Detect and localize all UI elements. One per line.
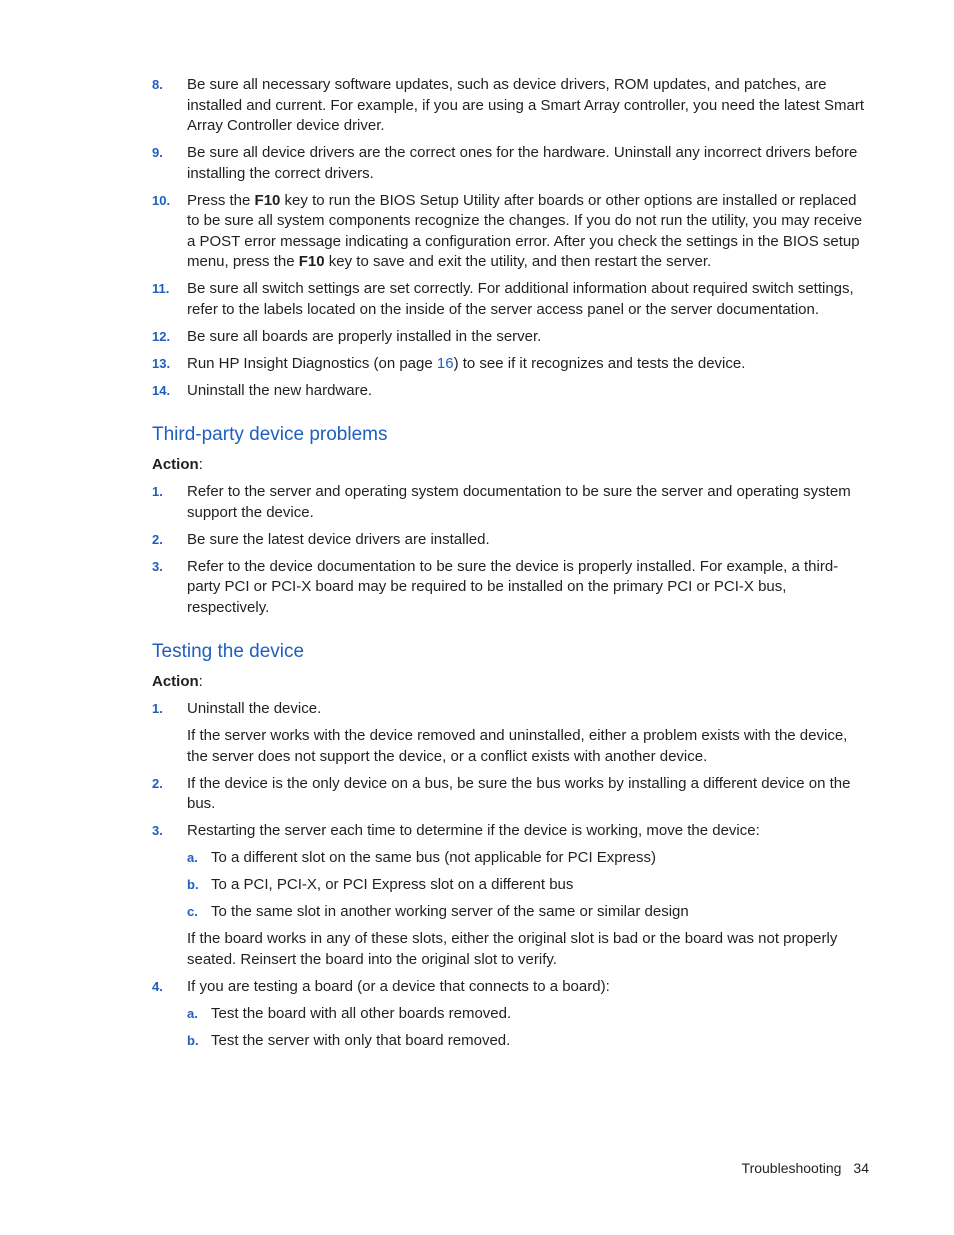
list-number: 1. (152, 701, 163, 716)
text-run: Run HP Insight Diagnostics (on page (187, 354, 437, 372)
list-text: Be sure the latest device drivers are installed. (187, 530, 490, 548)
list-number: 3. (152, 558, 163, 574)
sub-list-letter: a. (187, 1005, 198, 1021)
page-footer (742, 1158, 869, 1179)
list-number: 12. (152, 328, 171, 344)
text-run: key to save and exit the utility, and then restart the server. (324, 253, 712, 270)
sub-list-text: To a different slot on the same bus (not applicable for PCI Express) (211, 849, 656, 866)
list-number: 1. (152, 484, 163, 499)
key-name: F10 (254, 191, 281, 209)
footer-section-name: Troubleshooting (741, 1160, 842, 1176)
sub-list-letter: a. (187, 850, 198, 865)
list-number: 13. (152, 355, 171, 371)
list-item (152, 143, 868, 184)
text-run: key to run the BIOS Setup Utility after boards or other options are installed or replaced to be sure all system components recognize the changes. If you do not run the utility, you may receive a POST error message indicating a configuration error. After you check the settings in the BIOS setup menu, press the (187, 191, 863, 270)
action-label (152, 672, 868, 693)
key-name: F10 (298, 253, 325, 270)
list-text: If the device is the only device on a bus, be sure the bus works by installing a different device on the bus. (187, 774, 851, 812)
list-item (152, 354, 868, 375)
list-item (152, 977, 868, 998)
list-number: 11. (152, 281, 170, 296)
list-number: 9. (152, 145, 163, 160)
list-text: Be sure all necessary software updates, such as device drivers, ROM updates, and patches, are installed and current. For example, if you are using a Smart Array controller, you need the latest Smart Array Controller device driver. (187, 76, 864, 134)
sub-list-text: Test the board with all other boards removed. (211, 1004, 512, 1022)
action-label-text: Action (152, 673, 199, 690)
list-item (152, 530, 868, 551)
list-text: Restarting the server each time to determine if the device is working, move the device: (187, 822, 760, 839)
list-number: 3. (152, 823, 163, 838)
sub-list-item (187, 902, 868, 923)
list-item (152, 191, 868, 273)
list-text: Be sure all switch settings are set correctly. For additional information about required switch settings, refer to the labels located on the inside of the server access panel or the server documentation. (187, 280, 854, 318)
list-text: Be sure all boards are properly installed in the server. (187, 327, 542, 345)
list-number: 4. (152, 978, 163, 994)
sub-list-letter: b. (187, 877, 199, 892)
section-heading: Testing the device (152, 641, 305, 662)
list-item (152, 75, 868, 137)
sub-list-item (187, 875, 868, 896)
sub-list-letter: c. (187, 904, 198, 919)
list-item (152, 774, 868, 815)
list-number: 14. (152, 382, 171, 398)
list-text: Be sure all device drivers are the correct ones for the hardware. Uninstall any incorrect drivers before installing the correct drivers. (187, 144, 858, 182)
list-paragraph: If the server works with the device removed and uninstalled, either a problem exists with the device, the server does not support the device, or a conflict exists with another device. (187, 727, 848, 765)
sub-list-item (187, 1004, 868, 1025)
action-colon: : (198, 456, 203, 473)
list-text: If you are testing a board (or a device that connects to a board): (187, 977, 610, 995)
list-paragraph: If the board works in any of these slots, either the original slot is bad or the board was not properly seated. Reinsert the board into the original slot to verify. (187, 930, 838, 968)
action-label (152, 455, 868, 476)
sub-list-letter: b. (187, 1032, 199, 1048)
page-content (152, 75, 868, 1058)
list-number: 2. (152, 531, 163, 547)
list-text: Refer to the device documentation to be sure the device is properly installed. For example, a third-party PCI or PCI-X board may be required to be installed on the primary PCI or PCI-X bus, respectively. (187, 557, 839, 616)
list-number: 10. (152, 192, 171, 208)
list-text: Refer to the server and operating system documentation to be sure the server and operating system support the device. (187, 483, 851, 521)
sub-list-item (187, 848, 868, 869)
list-item (152, 821, 868, 842)
list-item (152, 279, 868, 320)
list-item (152, 699, 868, 720)
list-number: 8. (152, 77, 163, 92)
action-colon: : (198, 673, 203, 690)
page-reference-link[interactable]: 16 (436, 354, 454, 372)
list-item (152, 327, 868, 348)
list-text (187, 355, 745, 372)
list-item (152, 557, 868, 619)
action-label-text: Action (152, 456, 199, 473)
text-run: ) to see if it recognizes and tests the device. (453, 354, 746, 372)
page-number: 34 (853, 1160, 869, 1176)
text-run: Press the (187, 191, 255, 209)
list-item (152, 482, 868, 523)
sub-list-text: To a PCI, PCI-X, or PCI Express slot on a different bus (211, 876, 574, 893)
sub-list-item (187, 1031, 868, 1052)
section-heading: Third-party device problems (152, 424, 388, 445)
sub-list-text: Test the server with only that board removed. (211, 1031, 511, 1049)
list-number: 2. (152, 775, 163, 791)
list-item (152, 381, 868, 402)
list-text (187, 192, 862, 271)
sub-list-text: To the same slot in another working server of the same or similar design (211, 903, 689, 920)
list-text: Uninstall the device. (187, 700, 322, 717)
list-text: Uninstall the new hardware. (187, 381, 373, 399)
